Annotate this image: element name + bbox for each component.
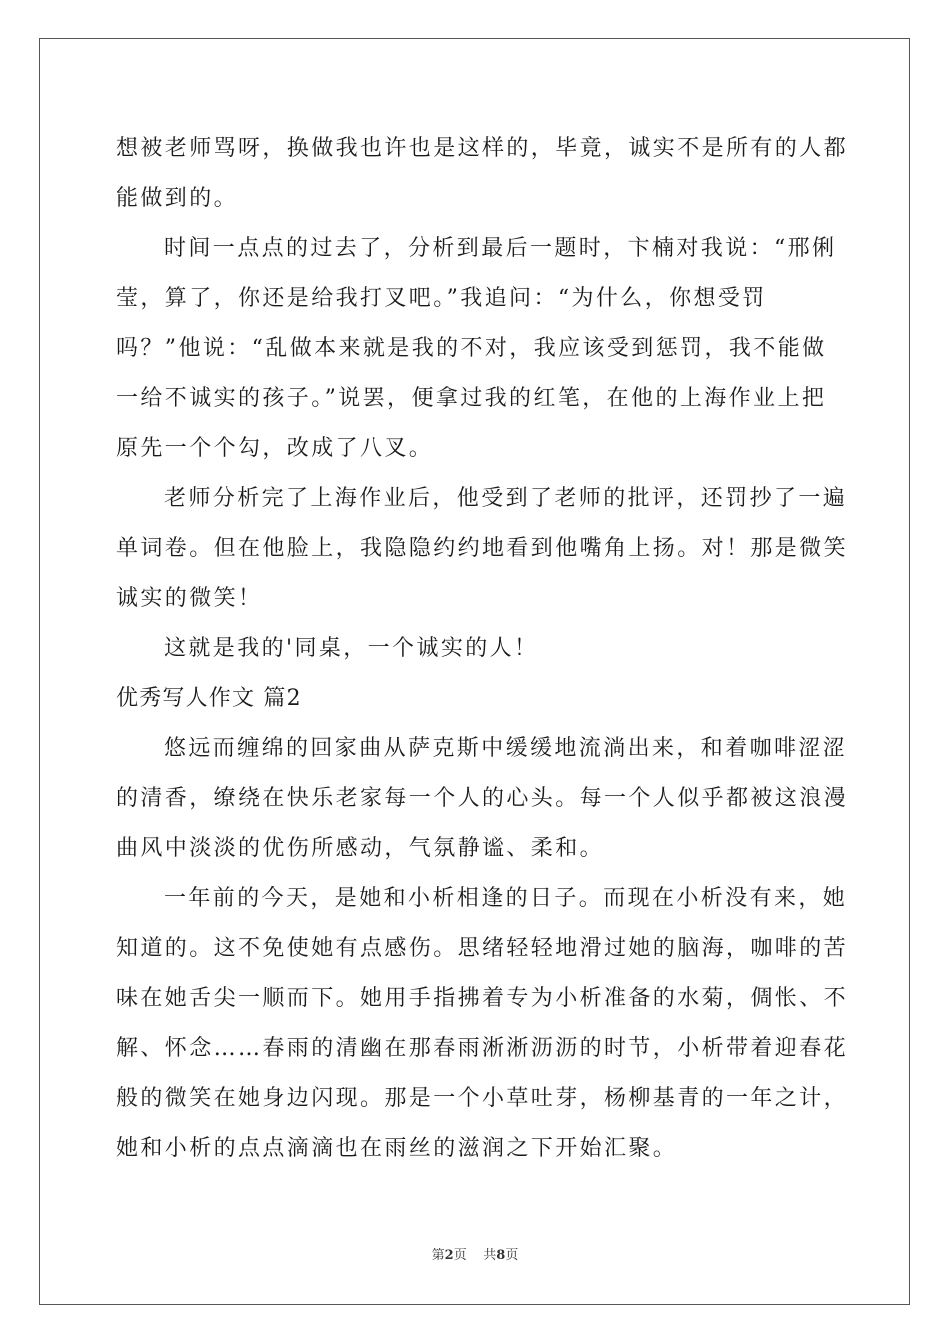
text-line: 味在她舌尖一顺而下。她用手指拂着专为小析准备的水菊，倜怅、不 xyxy=(116,986,849,1011)
text-line: 解、怀念……春雨的清幽在那春雨淅淅沥沥的时节，小析带着迎春花 xyxy=(116,1036,849,1061)
text-line: 知道的。这不免使她有点感伤。思绪轻轻地滑过她的脑海，咖啡的苦 xyxy=(116,936,849,961)
text-line: 一给不诚实的孩子。”说罢，便拿过我的红笔，在他的上海作业上把 xyxy=(116,386,827,411)
paragraph-start-line: 一年前的今天，是她和小析相逢的日子。而现在小析没有来，她 xyxy=(164,886,848,911)
text-line: 曲风中淡淡的优伤所感动，气氛静谧、柔和。 xyxy=(116,836,605,861)
current-page-number: 2 xyxy=(444,1248,454,1263)
footer-total-suffix: 页 xyxy=(505,1248,519,1263)
text-line: 般的微笑在她身边闪现。那是一个小草吐芽，杨柳基青的一年之计， xyxy=(116,1086,849,1111)
footer-prefix: 第 xyxy=(431,1248,445,1263)
text-line: 她和小析的点点滴滴也在雨丝的滋润之下开始汇聚。 xyxy=(116,1136,678,1161)
section-heading: 优秀写人作文 篇2 xyxy=(116,686,302,711)
text-line: 单词卷。但在他脸上，我隐隐约约地看到他嘴角上扬。对！那是微笑 xyxy=(116,536,849,561)
paragraph-start-line: 悠远而缠绵的回家曲从萨克斯中缓缓地流淌出来，和着咖啡涩涩 xyxy=(164,736,848,761)
page-footer xyxy=(0,1246,950,1266)
text-line: 吗？”他说：“乱做本来就是我的不对，我应该受到惩罚，我不能做 xyxy=(116,336,827,361)
text-line: 原先一个个勾，改成了八叉。 xyxy=(116,436,434,461)
total-page-count: 8 xyxy=(496,1248,506,1263)
text-line: 的清香，缭绕在快乐老家每一个人的心头。每一个人似乎都被这浪漫 xyxy=(116,786,849,811)
text-line: 诚实的微笑！ xyxy=(116,586,263,611)
footer-total-prefix: 共 xyxy=(483,1248,497,1263)
text-line: 能做到的。 xyxy=(116,186,239,211)
text-line: 莹，算了，你还是给我打叉吧。”我追问：“为什么，你想受罚 xyxy=(116,286,767,311)
text-line: 想被老师骂呀，换做我也许也是这样的，毕竟，诚实不是所有的人都 xyxy=(116,136,849,161)
paragraph-start-line: 时间一点点的过去了，分析到最后一题时，卞楠对我说：“邢俐 xyxy=(164,236,837,261)
paragraph-start-line: 这就是我的'同桌，一个诚实的人！ xyxy=(164,636,539,661)
paragraph-start-line: 老师分析完了上海作业后，他受到了老师的批评，还罚抄了一遍 xyxy=(164,486,848,511)
footer-page-suffix: 页 xyxy=(453,1248,467,1263)
document-body xyxy=(116,124,849,1174)
